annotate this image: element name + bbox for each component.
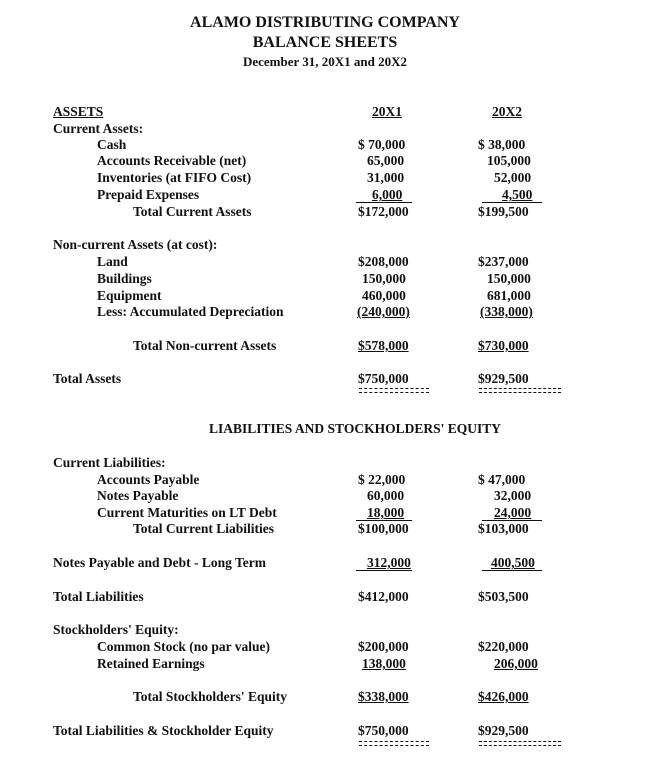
liability-label-accounts-payable: Accounts Payable (97, 472, 200, 487)
liabilities-equity-heading: LIABILITIES AND STOCKHOLDERS' EQUITY (209, 421, 501, 436)
liability-value-notes-payable-20x2: 32,000 (494, 488, 532, 503)
total-stockholders-equity-20x2: $426,000 (478, 689, 529, 704)
total-noncurrent-assets-20x1: $578,000 (358, 338, 409, 353)
underline-long-term-debt-20x1 (356, 570, 412, 571)
current-liabilities-heading: Current Liabilities: (53, 455, 166, 470)
asset-value-equipment-20x1: 460,000 (362, 288, 406, 303)
asset-value-land-20x1: $208,000 (358, 254, 409, 269)
liability-value-current-maturities-20x1: 18,000 (367, 505, 405, 520)
asset-value-depreciation-20x2: (338,000) (480, 304, 533, 319)
total-current-assets-label: Total Current Assets (133, 204, 252, 219)
long-term-debt-20x2: 400,500 (491, 555, 535, 570)
equity-label-common-stock: Common Stock (no par value) (97, 639, 271, 654)
total-current-liabilities-20x1: $100,000 (358, 521, 409, 536)
noncurrent-assets-heading: Non-current Assets (at cost): (53, 237, 218, 252)
asset-label-cash: Cash (97, 137, 127, 152)
long-term-debt-20x1: 312,000 (367, 555, 411, 570)
grand-total-label: Total Liabilities & Stockholder Equity (53, 723, 274, 738)
report-date: December 31, 20X1 and 20X2 (242, 54, 408, 69)
liability-label-notes-payable: Notes Payable (97, 488, 179, 503)
asset-value-land-20x2: $237,000 (478, 254, 529, 269)
total-liabilities-label: Total Liabilities (53, 589, 144, 604)
total-noncurrent-assets-label: Total Non-current Assets (133, 338, 277, 353)
company-name: ALAMO DISTRIBUTING COMPANY (190, 14, 460, 31)
asset-label-depreciation: Less: Accumulated Depreciation (97, 304, 284, 319)
total-stockholders-equity-label: Total Stockholders' Equity (133, 689, 288, 704)
grand-total-20x1: $750,000 (358, 723, 409, 738)
equity-value-common-stock-20x1: $200,000 (358, 639, 409, 654)
asset-value-cash-20x1: $ 70,000 (358, 137, 406, 152)
total-noncurrent-assets-20x2: $730,000 (478, 338, 529, 353)
asset-label-equipment: Equipment (97, 288, 162, 303)
liability-label-current-maturities: Current Maturities on LT Debt (97, 505, 277, 520)
total-current-assets-20x1: $172,000 (358, 204, 409, 219)
assets-heading: ASSETS (53, 104, 104, 119)
equity-value-retained-earnings-20x1: 138,000 (362, 656, 406, 671)
total-stockholders-equity-20x1: $338,000 (358, 689, 409, 704)
column-header-20x1: 20X1 (372, 104, 402, 119)
total-current-assets-20x2: $199,500 (478, 204, 529, 219)
liability-value-current-maturities-20x2: 24,000 (494, 505, 532, 520)
asset-value-depreciation-20x1: (240,000) (357, 304, 410, 319)
underline-prepaid-20x1 (356, 202, 412, 203)
asset-label-inventories: Inventories (at FIFO Cost) (97, 170, 252, 185)
liability-value-accounts-payable-20x2: $ 47,000 (478, 472, 526, 487)
total-current-liabilities-20x2: $103,000 (478, 521, 529, 536)
asset-label-buildings: Buildings (97, 271, 152, 286)
total-liabilities-20x1: $412,000 (358, 589, 409, 604)
asset-value-receivables-20x2: 105,000 (487, 153, 531, 168)
asset-value-inventories-20x1: 31,000 (367, 170, 405, 185)
double-rule-grand-total-20x2 (479, 741, 561, 746)
asset-value-prepaid-20x1: 6,000 (372, 187, 403, 202)
asset-label-receivables: Accounts Receivable (net) (97, 153, 247, 168)
stockholders-equity-heading: Stockholders' Equity: (53, 622, 179, 637)
asset-value-buildings-20x1: 150,000 (362, 271, 406, 286)
asset-label-land: Land (97, 254, 128, 269)
equity-value-retained-earnings-20x2: 206,000 (494, 656, 538, 671)
asset-value-inventories-20x2: 52,000 (494, 170, 532, 185)
total-assets-20x2: $929,500 (478, 371, 529, 386)
double-rule-grand-total-20x1 (359, 741, 429, 746)
equity-label-retained-earnings: Retained Earnings (97, 656, 205, 671)
equity-value-common-stock-20x2: $220,000 (478, 639, 529, 654)
liability-value-accounts-payable-20x1: $ 22,000 (358, 472, 406, 487)
total-assets-label: Total Assets (53, 371, 122, 386)
grand-total-20x2: $929,500 (478, 723, 529, 738)
current-assets-heading: Current Assets: (53, 121, 144, 136)
asset-value-equipment-20x2: 681,000 (487, 288, 531, 303)
underline-prepaid-20x2 (482, 202, 542, 203)
double-rule-total-assets-20x1 (359, 388, 429, 393)
column-header-20x2: 20X2 (492, 104, 522, 119)
double-rule-total-assets-20x2 (479, 388, 561, 393)
liability-value-notes-payable-20x1: 60,000 (367, 488, 405, 503)
total-current-liabilities-label: Total Current Liabilities (133, 521, 275, 536)
total-liabilities-20x2: $503,500 (478, 589, 529, 604)
total-assets-20x1: $750,000 (358, 371, 409, 386)
asset-value-cash-20x2: $ 38,000 (478, 137, 526, 152)
underline-long-term-debt-20x2 (482, 570, 542, 571)
asset-label-prepaid: Prepaid Expenses (97, 187, 200, 202)
asset-value-receivables-20x1: 65,000 (367, 153, 405, 168)
long-term-debt-label: Notes Payable and Debt - Long Term (53, 555, 267, 570)
asset-value-buildings-20x2: 150,000 (487, 271, 531, 286)
asset-value-prepaid-20x2: 4,500 (502, 187, 533, 202)
report-title: BALANCE SHEETS (252, 34, 398, 51)
